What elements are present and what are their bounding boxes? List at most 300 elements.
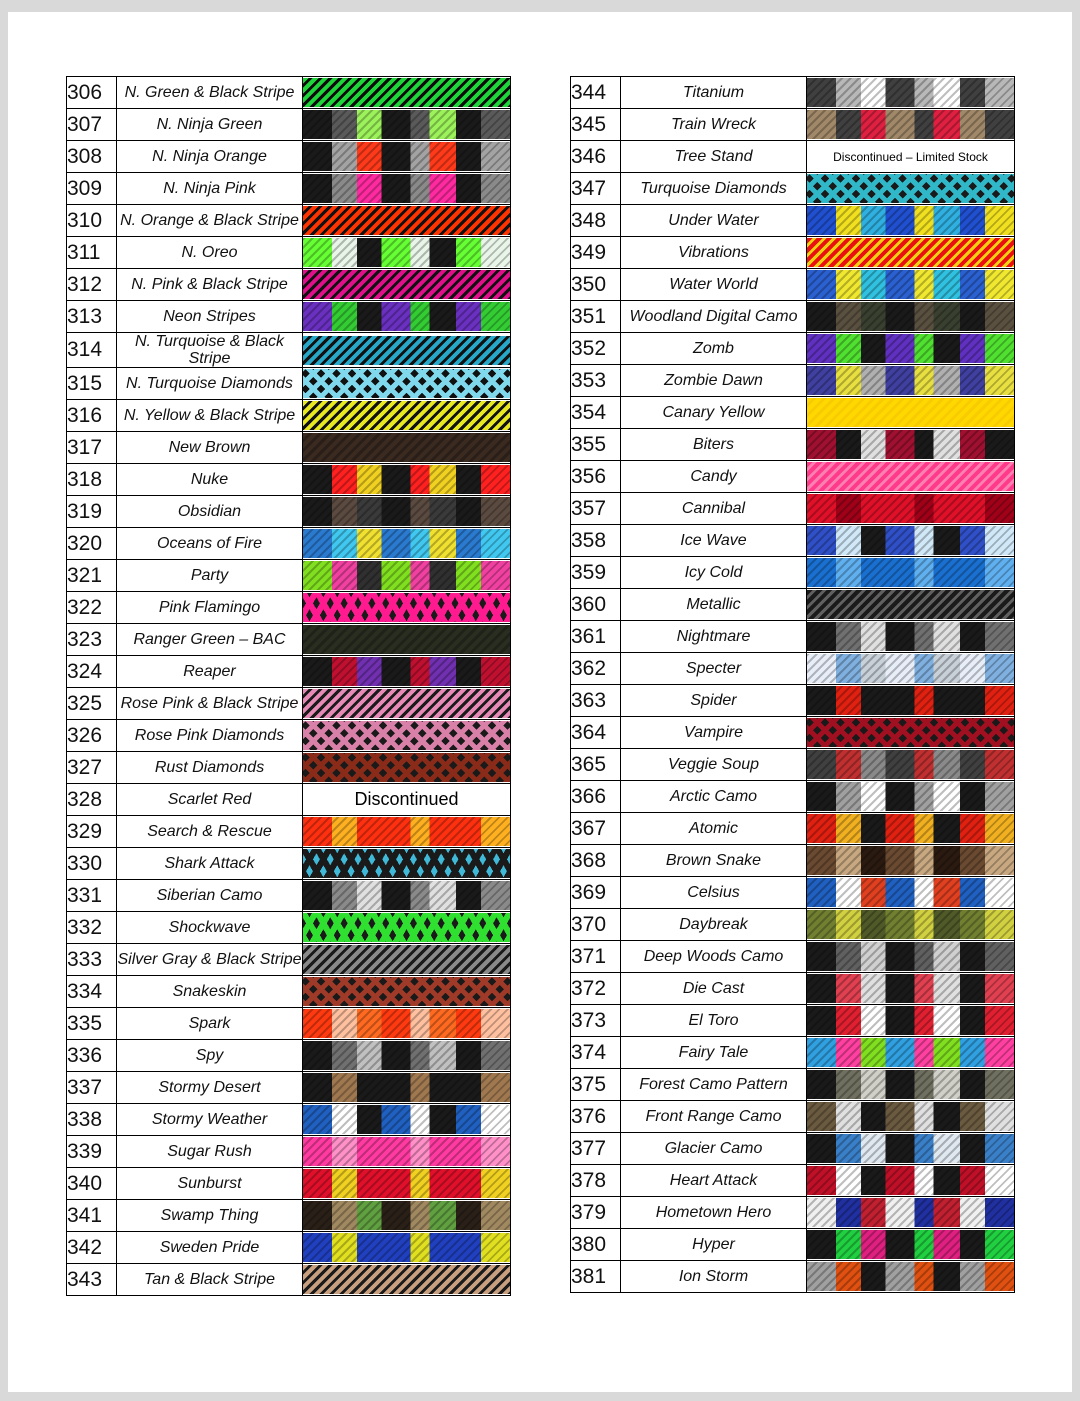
color-name: Ice Wave (621, 525, 807, 557)
color-number: 377 (571, 1133, 621, 1165)
swatch-cell (807, 109, 1015, 141)
swatch-cell (303, 237, 511, 269)
color-number: 323 (67, 624, 117, 656)
color-row (67, 368, 511, 400)
color-number: 371 (571, 941, 621, 973)
color-row (67, 688, 511, 720)
cord-color-swatch (303, 881, 510, 910)
color-name: Rose Pink & Black Stripe (117, 688, 303, 720)
cord-color-swatch (807, 430, 1014, 459)
cord-color-swatch (807, 1102, 1014, 1131)
cord-color-swatch (807, 238, 1014, 267)
color-name: Sweden Pride (117, 1232, 303, 1264)
color-number: 327 (67, 752, 117, 784)
cord-color-swatch (303, 529, 510, 558)
color-row (571, 205, 1015, 237)
color-row (67, 624, 511, 656)
cord-color-swatch (303, 721, 510, 750)
color-row (67, 784, 511, 816)
swatch-cell (303, 816, 511, 848)
swatch-cell (807, 717, 1015, 749)
color-row (67, 1040, 511, 1072)
color-row (571, 749, 1015, 781)
cord-color-swatch (807, 1038, 1014, 1067)
color-row (571, 173, 1015, 205)
swatch-cell (303, 944, 511, 976)
swatch-cell (807, 1037, 1015, 1069)
color-name: Die Cast (621, 973, 807, 1005)
color-name: Zomb (621, 333, 807, 365)
color-row (67, 1136, 511, 1168)
swatch-cell (807, 653, 1015, 685)
cord-color-swatch (807, 526, 1014, 555)
color-number: 366 (571, 781, 621, 813)
color-name: Veggie Soup (621, 749, 807, 781)
color-name: Stormy Weather (117, 1104, 303, 1136)
cord-color-swatch (303, 270, 510, 299)
cord-color-swatch (807, 110, 1014, 139)
cord-color-swatch (303, 977, 510, 1006)
swatch-cell (807, 461, 1015, 493)
swatch-cell (807, 525, 1015, 557)
color-row (571, 1165, 1015, 1197)
color-number: 340 (67, 1168, 117, 1200)
cord-color-swatch (807, 206, 1014, 235)
color-row (571, 845, 1015, 877)
color-name: Oceans of Fire (117, 528, 303, 560)
color-name: Scarlet Red (117, 784, 303, 816)
cord-color-swatch (807, 558, 1014, 587)
cord-color-swatch (303, 1009, 510, 1038)
cord-color-swatch (303, 657, 510, 686)
swatch-cell (807, 269, 1015, 301)
swatch-cell (303, 528, 511, 560)
swatch-cell (807, 877, 1015, 909)
color-number: 324 (67, 656, 117, 688)
color-number: 360 (571, 589, 621, 621)
color-name: Spy (117, 1040, 303, 1072)
cord-color-swatch (807, 174, 1014, 203)
swatch-cell (303, 1008, 511, 1040)
color-number: 375 (571, 1069, 621, 1101)
cord-color-swatch (303, 497, 510, 526)
color-row (571, 429, 1015, 461)
swatch-cell (807, 1261, 1015, 1293)
cord-color-swatch (807, 718, 1014, 747)
color-number: 320 (67, 528, 117, 560)
swatch-cell (807, 1229, 1015, 1261)
color-name: Sugar Rush (117, 1136, 303, 1168)
swatch-cell (807, 173, 1015, 205)
color-number: 313 (67, 301, 117, 333)
cord-color-swatch (807, 270, 1014, 299)
cord-color-swatch (303, 433, 510, 462)
color-name: Titanium (621, 77, 807, 109)
color-row (67, 432, 511, 464)
swatch-cell (303, 368, 511, 400)
color-number: 356 (571, 461, 621, 493)
cord-color-swatch (303, 593, 510, 622)
color-number: 347 (571, 173, 621, 205)
color-number: 308 (67, 141, 117, 173)
swatch-cell (807, 1005, 1015, 1037)
color-number: 317 (67, 432, 117, 464)
color-row (571, 1133, 1015, 1165)
color-number: 322 (67, 592, 117, 624)
color-number: 353 (571, 365, 621, 397)
swatch-cell (807, 1133, 1015, 1165)
cord-color-swatch (807, 1134, 1014, 1163)
swatch-cell (807, 141, 1015, 173)
color-number: 312 (67, 269, 117, 301)
color-row (67, 77, 511, 109)
color-row (571, 621, 1015, 653)
color-number: 332 (67, 912, 117, 944)
color-row (571, 1229, 1015, 1261)
cord-color-swatch (807, 686, 1014, 715)
color-number: 348 (571, 205, 621, 237)
color-name: Hometown Hero (621, 1197, 807, 1229)
cord-color-swatch (807, 1262, 1014, 1291)
color-number: 306 (67, 77, 117, 109)
color-number: 341 (67, 1200, 117, 1232)
color-name: Train Wreck (621, 109, 807, 141)
swatch-cell (807, 301, 1015, 333)
swatch-cell (303, 1040, 511, 1072)
swatch-cell (807, 77, 1015, 109)
color-row (67, 1104, 511, 1136)
color-number: 334 (67, 976, 117, 1008)
cord-color-swatch (807, 1006, 1014, 1035)
swatch-cell (303, 400, 511, 432)
cord-color-swatch (807, 494, 1014, 523)
color-name: Obsidian (117, 496, 303, 528)
swatch-cell (303, 269, 511, 301)
swatch-cell (303, 1072, 511, 1104)
color-row (571, 653, 1015, 685)
color-row (571, 1197, 1015, 1229)
cord-color-swatch (303, 1233, 510, 1262)
color-row (67, 592, 511, 624)
color-name: New Brown (117, 432, 303, 464)
color-number: 368 (571, 845, 621, 877)
color-row (571, 301, 1015, 333)
color-number: 381 (571, 1261, 621, 1293)
color-number: 316 (67, 400, 117, 432)
color-name: Rose Pink Diamonds (117, 720, 303, 752)
cord-color-swatch (807, 1230, 1014, 1259)
color-row (571, 557, 1015, 589)
color-row (67, 976, 511, 1008)
swatch-cell (303, 1136, 511, 1168)
color-row (67, 560, 511, 592)
cord-color-swatch (807, 302, 1014, 331)
swatch-cell (807, 557, 1015, 589)
color-number: 363 (571, 685, 621, 717)
color-row (571, 941, 1015, 973)
swatch-cell (807, 685, 1015, 717)
color-name: Atomic (621, 813, 807, 845)
color-name: Tan & Black Stripe (117, 1264, 303, 1296)
color-number: 351 (571, 301, 621, 333)
color-number: 336 (67, 1040, 117, 1072)
color-row (571, 1069, 1015, 1101)
cord-color-swatch (303, 142, 510, 171)
color-row (67, 141, 511, 173)
color-number: 364 (571, 717, 621, 749)
cord-color-swatch (303, 401, 510, 430)
color-name: Under Water (621, 205, 807, 237)
color-name: Hyper (621, 1229, 807, 1261)
color-number: 359 (571, 557, 621, 589)
cord-color-swatch (303, 913, 510, 942)
color-row (67, 1200, 511, 1232)
color-number: 358 (571, 525, 621, 557)
color-row (571, 813, 1015, 845)
color-row (571, 1261, 1015, 1293)
swatch-cell (807, 909, 1015, 941)
color-name: N. Yellow & Black Stripe (117, 400, 303, 432)
color-name: Nuke (117, 464, 303, 496)
color-number: 374 (571, 1037, 621, 1069)
color-row (571, 1101, 1015, 1133)
swatch-cell (303, 109, 511, 141)
swatch-cell (807, 621, 1015, 653)
swatch-cell (807, 1101, 1015, 1133)
cord-color-swatch (807, 1070, 1014, 1099)
color-name: Ranger Green – BAC (117, 624, 303, 656)
color-number: 369 (571, 877, 621, 909)
color-row (571, 717, 1015, 749)
color-row (67, 1232, 511, 1264)
color-row (571, 1005, 1015, 1037)
cord-color-swatch (303, 465, 510, 494)
swatch-cell (303, 301, 511, 333)
color-name: Heart Attack (621, 1165, 807, 1197)
color-name: N. Ninja Pink (117, 173, 303, 205)
swatch-cell (807, 365, 1015, 397)
swatch-cell (303, 688, 511, 720)
color-number: 362 (571, 653, 621, 685)
color-row (571, 781, 1015, 813)
color-row (67, 1264, 511, 1296)
cord-color-swatch (807, 78, 1014, 107)
swatch-cell (303, 1200, 511, 1232)
color-row (571, 77, 1015, 109)
color-name: Tree Stand (621, 141, 807, 173)
color-name: Specter (621, 653, 807, 685)
cord-color-swatch (807, 878, 1014, 907)
color-name: Candy (621, 461, 807, 493)
color-row (571, 493, 1015, 525)
swatch-cell (303, 1264, 511, 1296)
cord-color-swatch (303, 753, 510, 782)
color-number: 365 (571, 749, 621, 781)
color-name: Sunburst (117, 1168, 303, 1200)
color-number: 346 (571, 141, 621, 173)
color-number: 315 (67, 368, 117, 400)
color-name: Nightmare (621, 621, 807, 653)
cord-color-swatch (303, 1105, 510, 1134)
swatch-cell (807, 845, 1015, 877)
color-name: Siberian Camo (117, 880, 303, 912)
color-row (571, 973, 1015, 1005)
swatch-cell (303, 784, 511, 816)
color-number: 318 (67, 464, 117, 496)
cord-color-swatch (303, 238, 510, 267)
color-name: Metallic (621, 589, 807, 621)
swatch-cell (303, 976, 511, 1008)
color-row (571, 141, 1015, 173)
color-row (67, 816, 511, 848)
cord-color-swatch (807, 910, 1014, 939)
color-row (67, 1008, 511, 1040)
color-row (67, 400, 511, 432)
color-name: N. Orange & Black Stripe (117, 205, 303, 237)
swatch-cell (807, 205, 1015, 237)
color-name: Woodland Digital Camo (621, 301, 807, 333)
swatch-cell (807, 813, 1015, 845)
cord-color-swatch (807, 366, 1014, 395)
color-name: Water World (621, 269, 807, 301)
color-row (571, 365, 1015, 397)
swatch-cell (303, 912, 511, 944)
color-number: 314 (67, 333, 117, 368)
color-name: Party (117, 560, 303, 592)
color-name: Icy Cold (621, 557, 807, 589)
color-row (571, 1037, 1015, 1069)
color-row (67, 205, 511, 237)
color-row (67, 720, 511, 752)
swatch-cell (303, 77, 511, 109)
color-number: 357 (571, 493, 621, 525)
availability-note: Discontinued (354, 789, 459, 809)
cord-color-swatch (303, 817, 510, 846)
color-number: 370 (571, 909, 621, 941)
swatch-cell (303, 333, 511, 368)
cord-color-swatch (303, 1169, 510, 1198)
cord-color-swatch (303, 1265, 510, 1294)
color-row (571, 237, 1015, 269)
color-name: Reaper (117, 656, 303, 688)
color-number: 380 (571, 1229, 621, 1261)
color-row (67, 269, 511, 301)
color-number: 350 (571, 269, 621, 301)
cord-color-swatch (303, 625, 510, 654)
cord-color-swatch (807, 398, 1014, 427)
color-number: 344 (571, 77, 621, 109)
cord-color-swatch (303, 302, 510, 331)
color-row (571, 109, 1015, 141)
swatch-cell (807, 1165, 1015, 1197)
swatch-cell (807, 973, 1015, 1005)
color-row (67, 1072, 511, 1104)
swatch-cell (303, 496, 511, 528)
color-name: N. Oreo (117, 237, 303, 269)
color-number: 321 (67, 560, 117, 592)
color-row (67, 333, 511, 368)
color-row (67, 301, 511, 333)
color-name: Swamp Thing (117, 1200, 303, 1232)
color-number: 338 (67, 1104, 117, 1136)
cord-color-swatch (807, 1198, 1014, 1227)
color-number: 378 (571, 1165, 621, 1197)
color-name: Rust Diamonds (117, 752, 303, 784)
color-name: Forest Camo Pattern (621, 1069, 807, 1101)
color-number: 319 (67, 496, 117, 528)
color-number: 335 (67, 1008, 117, 1040)
color-row (67, 528, 511, 560)
cord-color-swatch (807, 622, 1014, 651)
color-name: Daybreak (621, 909, 807, 941)
swatch-cell (807, 493, 1015, 525)
color-name: N. Ninja Orange (117, 141, 303, 173)
cord-color-swatch (807, 782, 1014, 811)
color-name: Arctic Camo (621, 781, 807, 813)
swatch-cell (303, 205, 511, 237)
color-row (571, 333, 1015, 365)
color-row (67, 1168, 511, 1200)
color-number: 345 (571, 109, 621, 141)
color-name: Pink Flamingo (117, 592, 303, 624)
cord-color-swatch (303, 1201, 510, 1230)
cord-color-swatch (807, 590, 1014, 619)
color-row (67, 237, 511, 269)
color-row (571, 589, 1015, 621)
swatch-cell (303, 1104, 511, 1136)
color-number: 307 (67, 109, 117, 141)
price-sheet-page (8, 12, 1072, 1392)
color-number: 361 (571, 621, 621, 653)
cord-color-swatch (807, 654, 1014, 683)
color-number: 342 (67, 1232, 117, 1264)
swatch-cell (303, 880, 511, 912)
availability-note: Discontinued – Limited Stock (833, 149, 988, 164)
color-name: Search & Rescue (117, 816, 303, 848)
color-table-right (570, 76, 1015, 1293)
color-row (67, 496, 511, 528)
color-number: 367 (571, 813, 621, 845)
color-name: Silver Gray & Black Stripe (117, 944, 303, 976)
color-number: 354 (571, 397, 621, 429)
color-number: 330 (67, 848, 117, 880)
color-number: 343 (67, 1264, 117, 1296)
color-name: N. Turquoise & Black Stripe (117, 333, 303, 368)
swatch-cell (807, 941, 1015, 973)
swatch-cell (807, 237, 1015, 269)
color-row (571, 397, 1015, 429)
swatch-cell (807, 1069, 1015, 1101)
cord-color-swatch (303, 1041, 510, 1070)
cord-color-swatch (807, 974, 1014, 1003)
color-number: 325 (67, 688, 117, 720)
color-row (67, 944, 511, 976)
color-number: 352 (571, 333, 621, 365)
color-number: 311 (67, 237, 117, 269)
cord-color-swatch (807, 334, 1014, 363)
color-name: N. Ninja Green (117, 109, 303, 141)
color-name: Cannibal (621, 493, 807, 525)
cord-color-swatch (303, 561, 510, 590)
color-number: 339 (67, 1136, 117, 1168)
color-name: El Toro (621, 1005, 807, 1037)
color-row (67, 752, 511, 784)
cord-color-swatch (303, 206, 510, 235)
swatch-cell (807, 589, 1015, 621)
color-number: 328 (67, 784, 117, 816)
color-row (67, 880, 511, 912)
cord-color-swatch (303, 78, 510, 107)
